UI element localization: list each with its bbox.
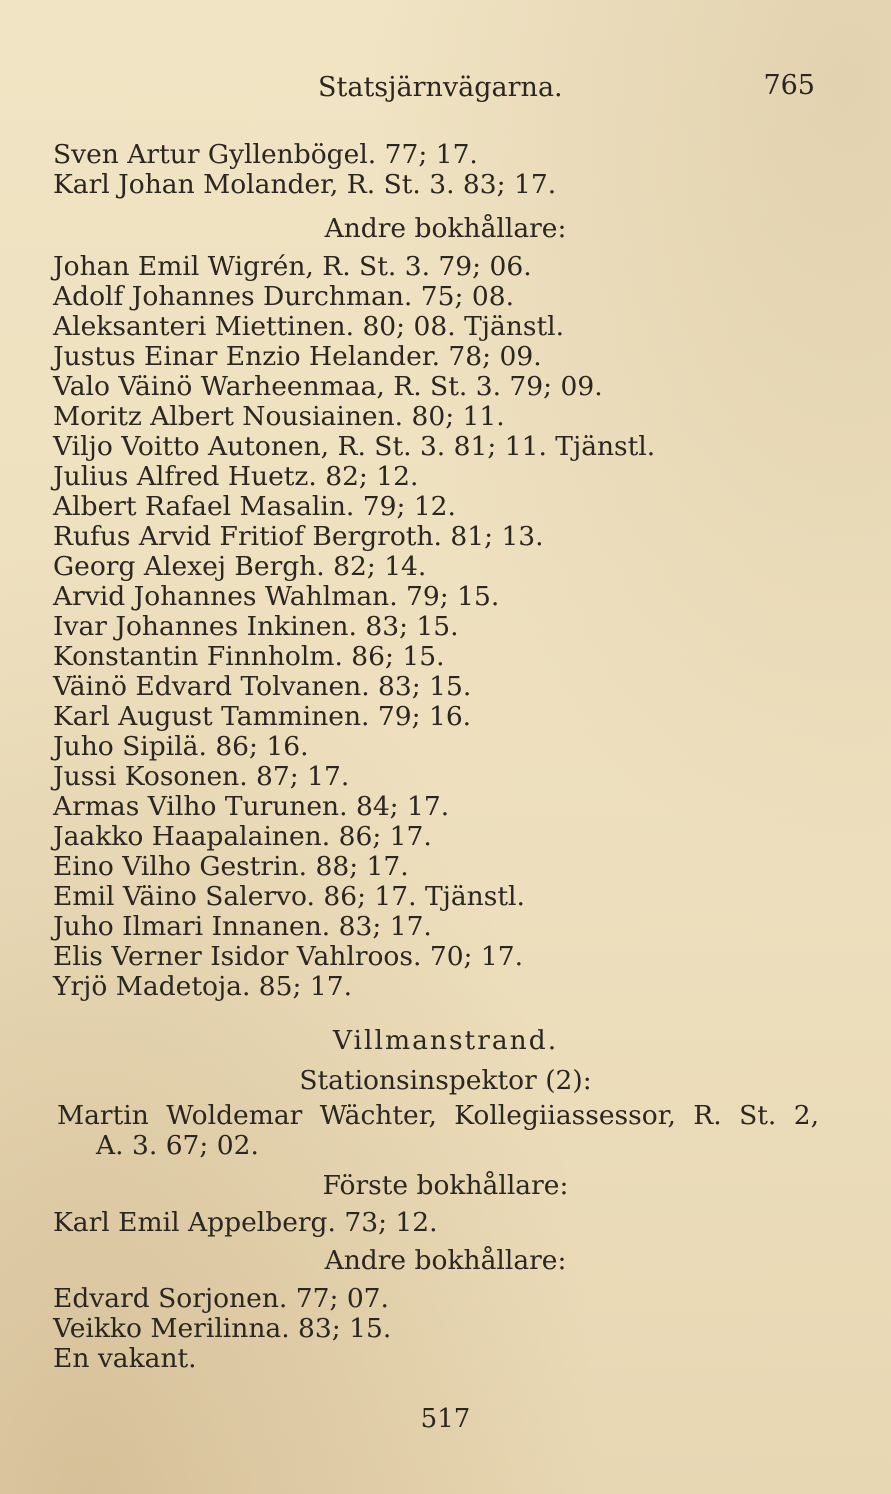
- list-item: Konstantin Finnholm. 86; 15.: [53, 641, 445, 672]
- section-heading: Andre bokhållare:: [324, 1245, 567, 1276]
- list-item: Jaakko Haapalainen. 86; 17.: [53, 821, 432, 852]
- page-number: 765: [763, 70, 815, 101]
- list-item: Karl Emil Appelberg. 73; 12.: [53, 1207, 438, 1238]
- place-heading: Villmanstrand.: [332, 1025, 559, 1056]
- list-item: Viljo Voitto Autonen, R. St. 3. 81; 11. Tjänstl.: [53, 431, 656, 462]
- list-item: Rufus Arvid Fritiof Bergroth. 81; 13.: [53, 521, 544, 552]
- running-title: Statsjärnvägarna.: [318, 72, 563, 103]
- list-item: Edvard Sorjonen. 77; 07.: [53, 1283, 389, 1314]
- list-item: Veikko Merilinna. 83; 15.: [53, 1313, 392, 1344]
- list-item: Aleksanteri Miettinen. 80; 08. Tjänstl.: [53, 311, 564, 342]
- list-item: Julius Alfred Huetz. 82; 12.: [53, 461, 419, 492]
- list-item: Sven Artur Gyllenbögel. 77; 17.: [53, 139, 478, 170]
- section-heading: Förste bokhållare:: [322, 1170, 569, 1201]
- list-item-continuation: A. 3. 67; 02.: [96, 1130, 259, 1161]
- list-item: Karl Johan Molander, R. St. 3. 83; 17.: [53, 169, 557, 200]
- list-item: Elis Verner Isidor Vahlroos. 70; 17.: [53, 941, 524, 972]
- list-item: Väinö Edvard Tolvanen. 83; 15.: [53, 671, 472, 702]
- list-item: Georg Alexej Bergh. 82; 14.: [53, 551, 427, 582]
- list-item: Yrjö Madetoja. 85; 17.: [53, 971, 353, 1002]
- list-item: Armas Vilho Turunen. 84; 17.: [53, 791, 450, 822]
- section-heading: Andre bokhållare:: [324, 213, 567, 244]
- list-item: Justus Einar Enzio Helander. 78; 09.: [53, 341, 542, 372]
- list-item: Eino Vilho Gestrin. 88; 17.: [53, 851, 409, 882]
- list-item: Emil Väino Salervo. 86; 17. Tjänstl.: [53, 881, 525, 912]
- list-item: Adolf Johannes Durchman. 75; 08.: [53, 281, 514, 312]
- list-item: Martin Woldemar Wächter, Kollegiiassessor, R. St. 2,: [57, 1100, 819, 1131]
- list-item: Arvid Johannes Wahlman. 79; 15.: [53, 581, 500, 612]
- list-item: Juho Ilmari Innanen. 83; 17.: [53, 911, 432, 942]
- signature-mark: 517: [420, 1404, 471, 1434]
- list-item: Moritz Albert Nousiainen. 80; 11.: [53, 401, 505, 432]
- list-item: Albert Rafael Masalin. 79; 12.: [53, 491, 456, 522]
- list-item: Jussi Kosonen. 87; 17.: [53, 761, 350, 792]
- list-item: Valo Väinö Warheenmaa, R. St. 3. 79; 09.: [53, 371, 603, 402]
- list-item: En vakant.: [53, 1343, 197, 1374]
- list-item: Juho Sipilä. 86; 16.: [53, 731, 309, 762]
- list-item: Ivar Johannes Inkinen. 83; 15.: [53, 611, 459, 642]
- section-heading: Stationsinspektor (2):: [299, 1065, 592, 1096]
- list-item: Johan Emil Wigrén, R. St. 3. 79; 06.: [53, 251, 532, 282]
- list-item: Karl August Tamminen. 79; 16.: [53, 701, 472, 732]
